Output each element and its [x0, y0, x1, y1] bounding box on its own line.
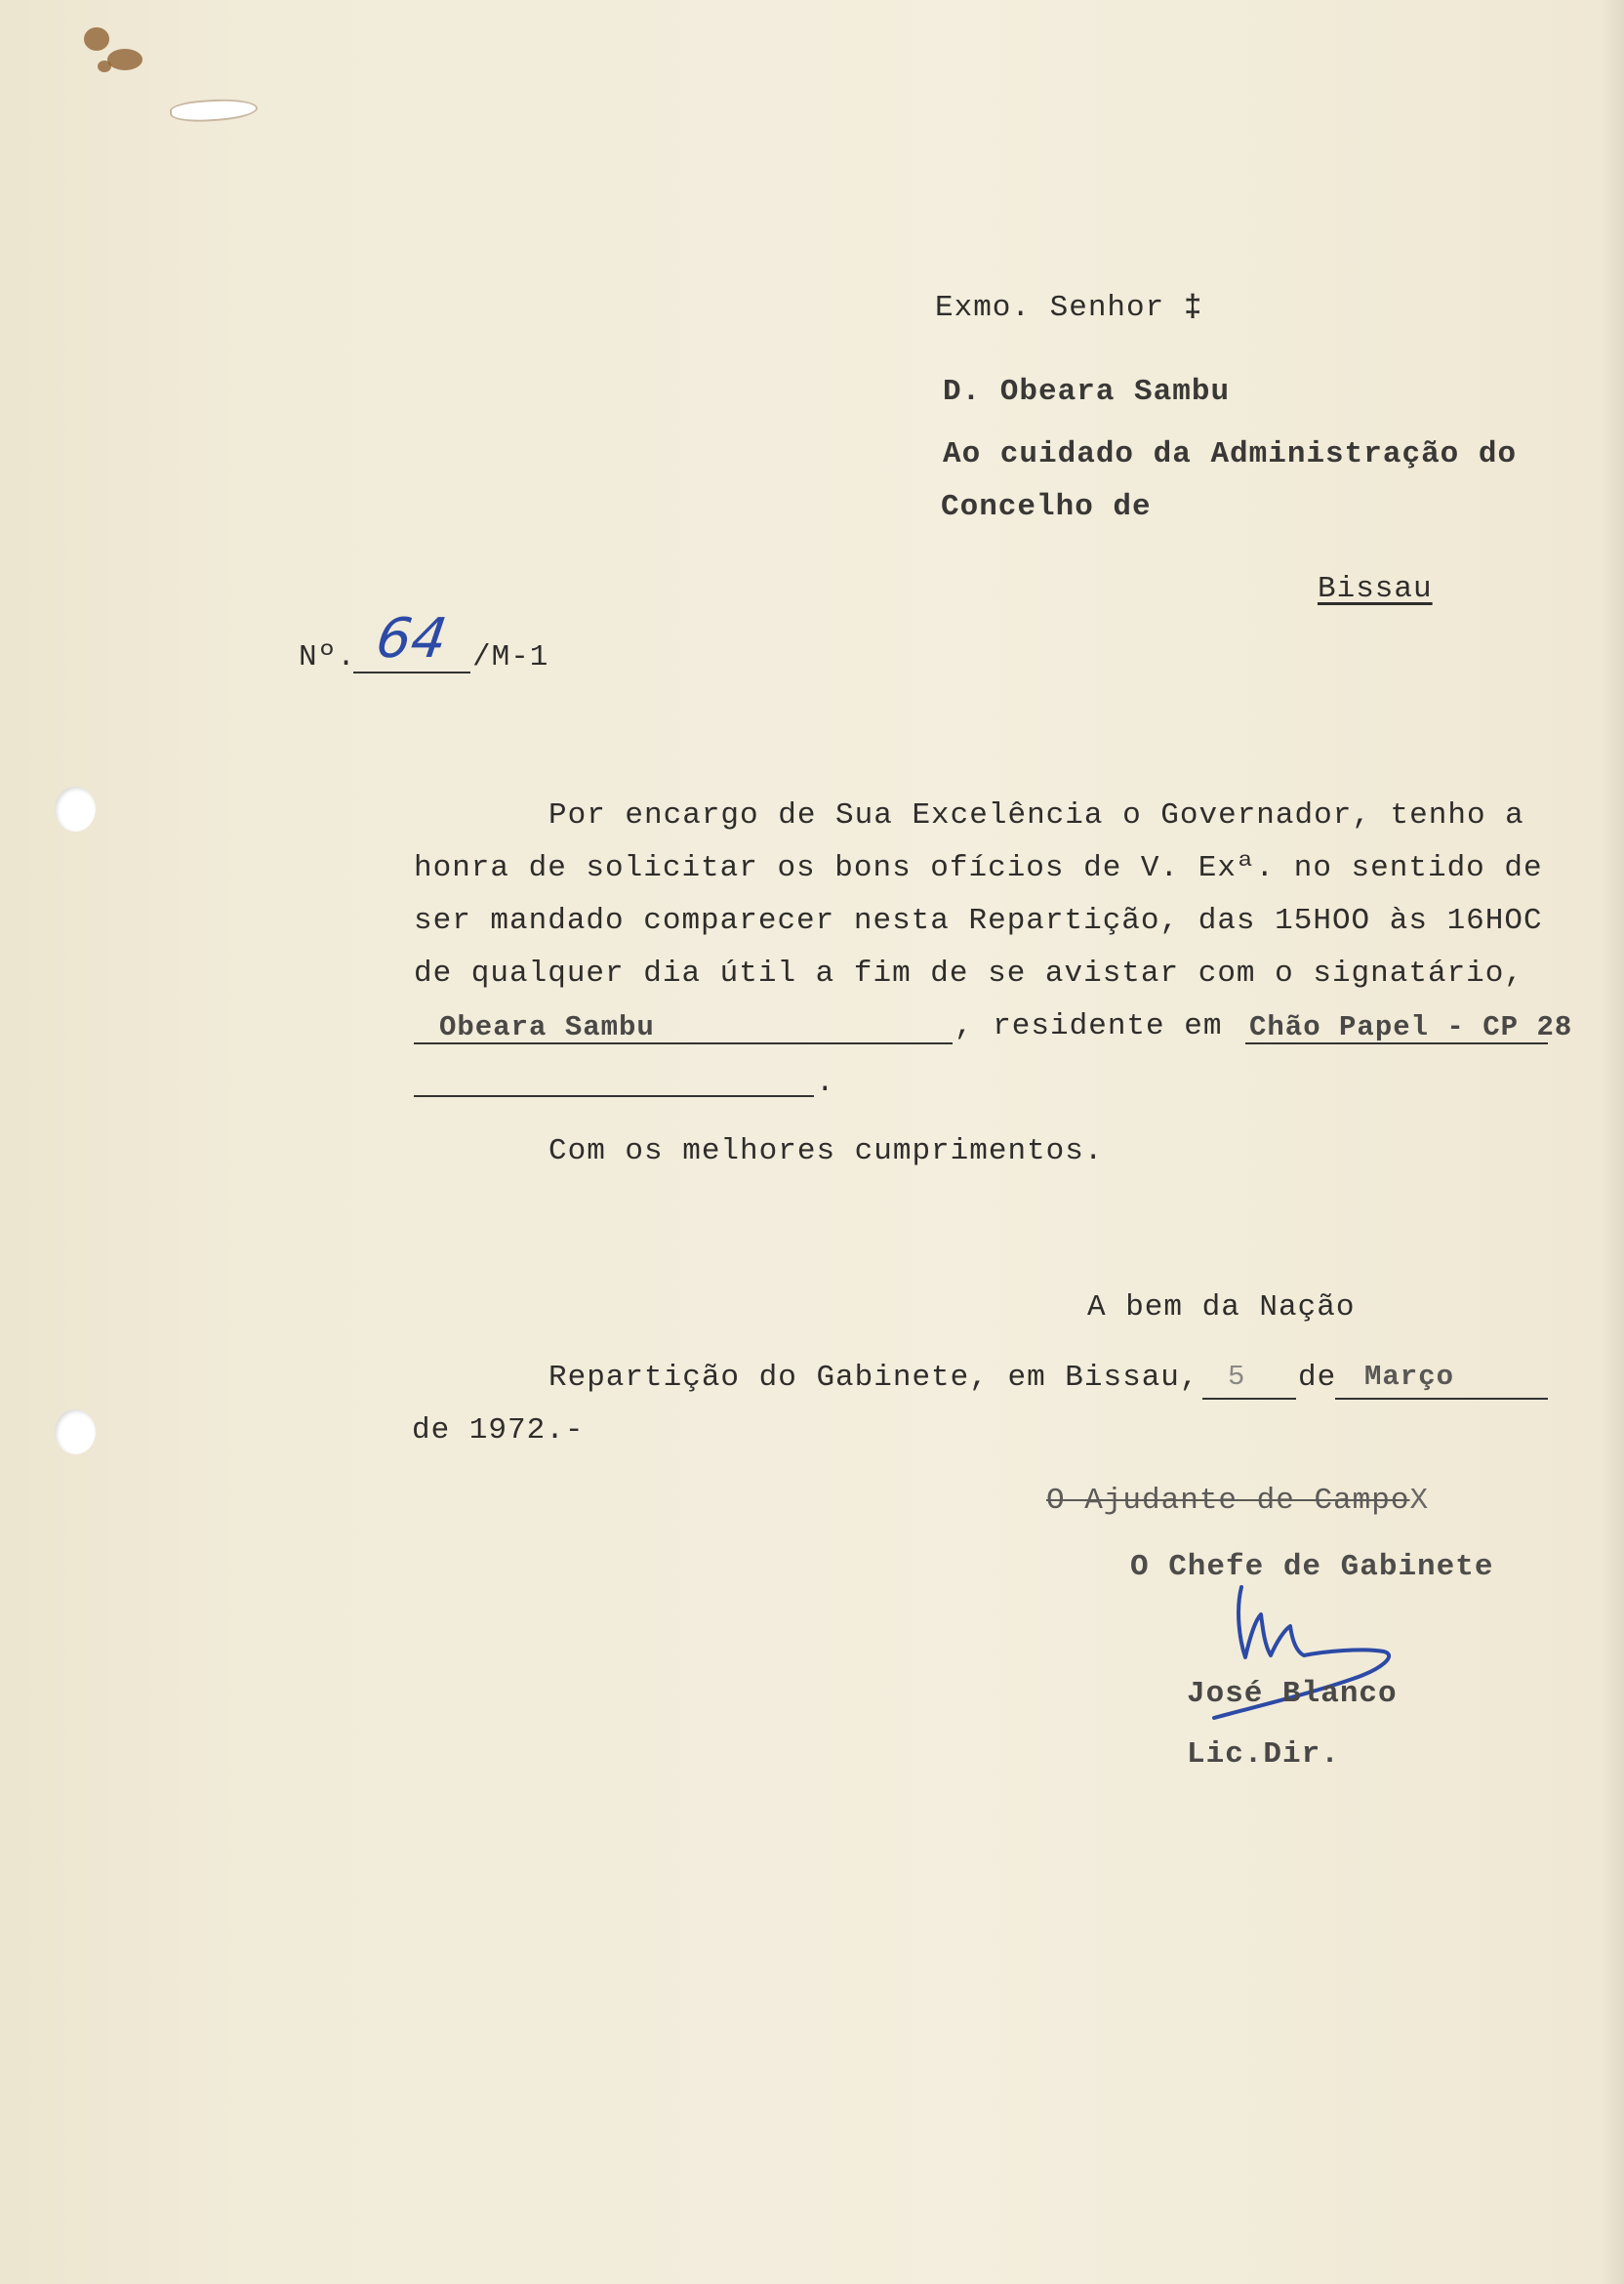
motto: A bem da Nação	[1087, 1290, 1356, 1325]
date-day-line	[1202, 1398, 1296, 1400]
person-name-field: Obeara Sambu	[439, 1011, 655, 1043]
signatory-credential: Lic.Dir.	[1187, 1737, 1340, 1772]
recipient-name: D. Obeara Sambu	[943, 375, 1231, 409]
reference-number: 64	[372, 607, 451, 671]
care-of-line-2: Concelho de	[941, 490, 1152, 524]
person-name-line	[414, 1042, 953, 1044]
continuation-line	[414, 1095, 814, 1097]
punch-hole-top	[55, 787, 96, 832]
body-line-1: Por encargo de Sua Excelência o Governador, tenho a	[548, 798, 1524, 833]
body-line-4: de qualquer dia útil a fim de se avistar com o signatário,	[414, 957, 1523, 991]
date-day: 5	[1228, 1361, 1246, 1393]
signature-title: O Chefe de Gabinete	[1130, 1550, 1494, 1584]
place-date-prefix: Repartição do Gabinete, em Bissau,	[548, 1361, 1199, 1395]
care-of-line-1: Ao cuidado da Administração do	[943, 437, 1518, 471]
salutation-mark: ‡	[1183, 291, 1203, 325]
city: Bissau	[1318, 572, 1433, 606]
body-line-2: honra de solicitar os bons ofícios de V. Exª. no sentido de	[414, 851, 1543, 885]
closing-greeting: Com os melhores cumprimentos.	[548, 1134, 1104, 1168]
salutation	[935, 291, 1202, 325]
rust-stain	[84, 27, 109, 51]
body-line-3: ser mandado comparecer nesta Repartição, das 15HOO às 16HOC	[414, 904, 1543, 938]
reference-suffix: /M-1	[472, 640, 549, 674]
signatory-name: José Blanco	[1187, 1677, 1398, 1711]
page-edge-shadow	[1601, 0, 1624, 2284]
residence-label: , residente em	[954, 1009, 1223, 1043]
rust-stain	[107, 49, 142, 70]
reference-prefix: Nº.	[299, 640, 356, 674]
date-year: de 1972.-	[412, 1413, 585, 1448]
residence-line	[1245, 1042, 1548, 1044]
struck-title: O Ajudante de CampoX	[1046, 1484, 1430, 1518]
punch-hole-bottom	[55, 1409, 96, 1454]
date-month: Março	[1364, 1361, 1455, 1393]
rust-stain	[98, 61, 111, 72]
struck-title-text: O Ajudante de Campo	[1046, 1484, 1410, 1518]
continuation-end: .	[816, 1066, 835, 1100]
date-de-label: de	[1298, 1361, 1337, 1395]
residence-field: Chão Papel - CP 28	[1249, 1011, 1573, 1043]
reference-number-line	[353, 672, 470, 673]
date-month-line	[1335, 1398, 1548, 1400]
salutation-text: Exmo. Senhor	[935, 291, 1165, 325]
